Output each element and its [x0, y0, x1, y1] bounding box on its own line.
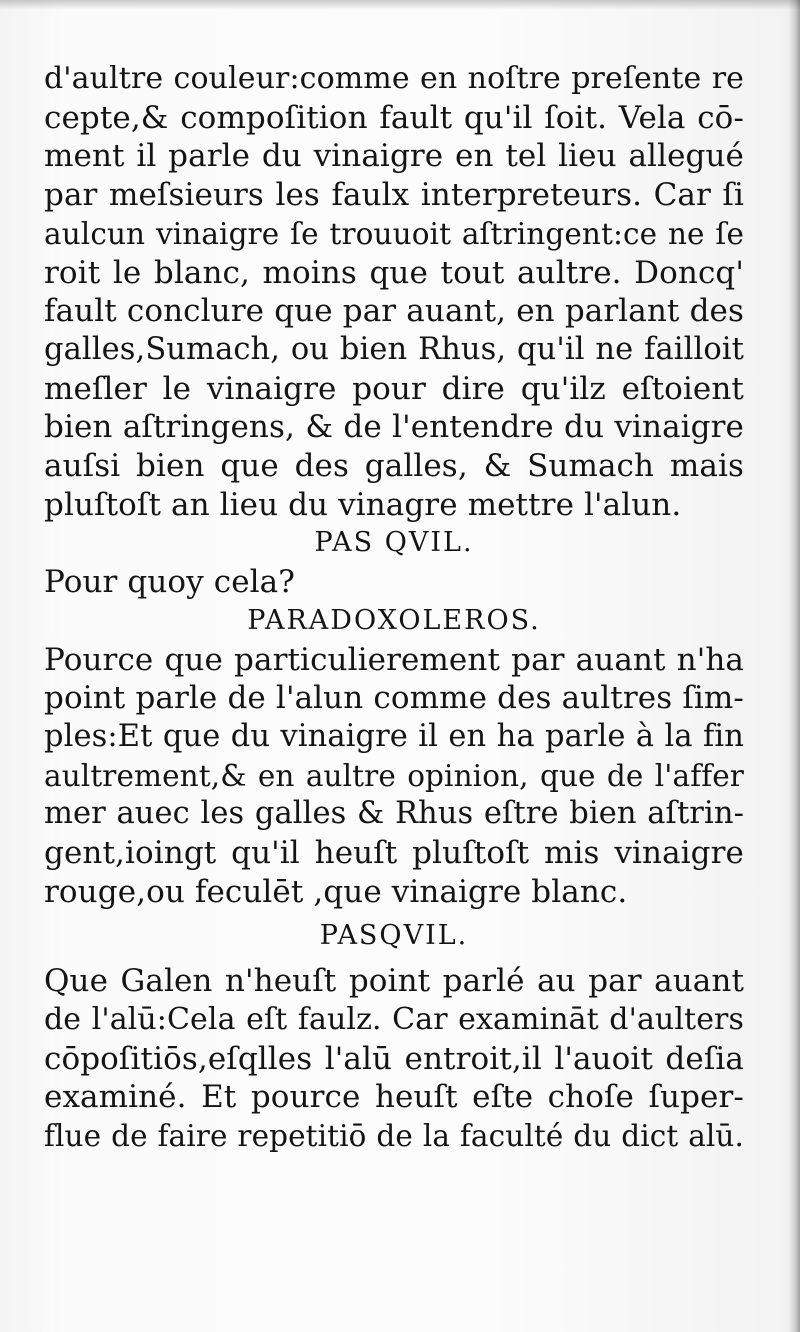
text-line: ment il parle du vinaigre en tel lieu allegué: [44, 138, 744, 175]
text-line: Pour quoy cela?: [44, 564, 295, 601]
text-line: rouge,ou feculēt ,que vinaigre blanc.: [44, 873, 628, 910]
speaker-heading-pasquil-2: PASQVIL.: [319, 920, 469, 952]
text-line: point parle de l'alun comme des aultres ſim-: [44, 680, 744, 717]
paragraph-3: [44, 641, 744, 912]
text-line: flue de faire repetitiō de la faculté du dict alū.: [44, 1118, 744, 1153]
text-line: gent,ioingt qu'il heuſt pluſtoſt mis vinaigre: [44, 835, 744, 872]
paragraph-1: [44, 60, 744, 524]
text-line: d'aultre couleur:comme en noſtre preſente re: [44, 61, 744, 96]
page-text: [44, 60, 744, 1156]
page-top-shadow: [0, 0, 800, 10]
text-line: Pource que particulierement par auant n'ha: [44, 641, 744, 678]
text-line: examiné. Et pource heuſt eſte choſe ſuper-: [44, 1079, 744, 1116]
text-line: aulcun vinaigre ſe trouuoit aſtringent:ce ne ſe: [44, 216, 744, 251]
text-line: de l'alū:Cela eſt faulz. Car examināt d'aulters: [44, 1001, 744, 1037]
text-line: meſler le vinaigre pour dire qu'ilz eſtoient: [44, 370, 744, 407]
speaker-heading-paradoxoleros: PARADOXOLEROS.: [247, 604, 541, 636]
page-right-shadow: [788, 0, 800, 1332]
paragraph-4: [44, 962, 744, 1156]
text-line: galles,Sumach, ou bien Rhus, qu'il ne failloit: [44, 331, 744, 367]
speaker-heading-pasquil-1: PAS QVIL.: [314, 527, 474, 559]
text-line: mer auec les galles & Rhus eſtre bien aſtrin-: [44, 796, 744, 832]
text-line: roit le blanc, moins que tout aultre. Doncq': [44, 254, 744, 291]
text-line: par meſsieurs les faulx interpreteurs. Car ſi: [44, 177, 744, 214]
text-line: fault conclure que par auant, en parlant des: [44, 293, 744, 330]
text-line: cōpoſitiōs,eſqlles l'alū entroit,il l'auoit deſia: [44, 1040, 744, 1077]
text-line: aultrement,& en aultre opinion, que de l'affer: [44, 758, 744, 793]
text-line: Que Galen n'heuſt point parlé au par auant: [44, 963, 744, 1000]
text-line: auſsi bien que des galles, & Sumach mais: [44, 448, 744, 485]
paragraph-2: [44, 563, 744, 602]
text-line: bien aſtringens, & de l'entendre du vinaigre: [44, 409, 744, 446]
text-line: ples:Et que du vinaigre il en ha parle à la fin: [44, 718, 744, 754]
text-line: cepte,& compoſition fault qu'il ſoit. Vela cō-: [44, 99, 744, 136]
text-line: pluſtoſt an lieu du vinagre mettre l'alun.: [44, 486, 682, 523]
